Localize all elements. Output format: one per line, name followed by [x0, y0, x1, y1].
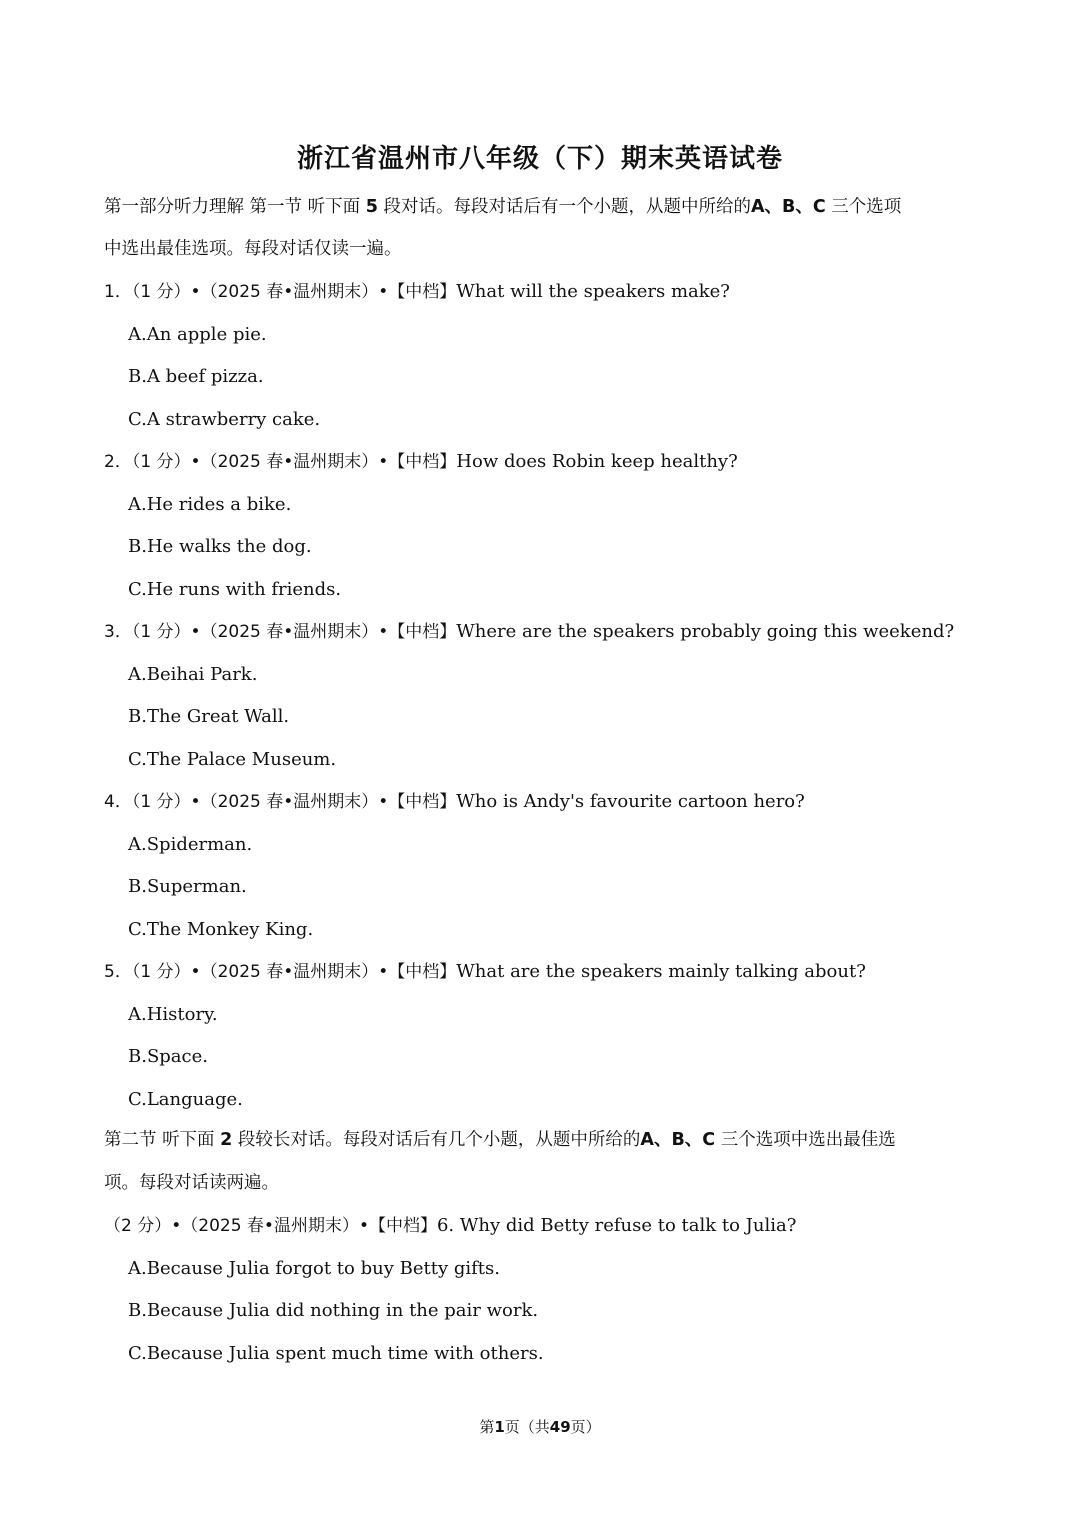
footer-prefix: 第	[479, 1418, 495, 1436]
page-title: 浙江省温州市八年级（下）期末英语试卷	[296, 144, 783, 174]
question-1-meta: 1．（1 分）•（2025 春•温州期末）•【中档】	[104, 282, 457, 302]
question-5-option-c: C.Language.	[128, 1089, 243, 1110]
question-4-meta: 4．（1 分）•（2025 春•温州期末）•【中档】	[104, 792, 457, 812]
question-4-option-b: B.Superman.	[128, 876, 247, 897]
question-2-meta: 2．（1 分）•（2025 春•温州期末）•【中档】	[104, 452, 457, 472]
section-2-dialog-count: 2	[220, 1130, 233, 1150]
section-2-instruction-line-1	[104, 1128, 896, 1152]
question-6	[104, 1214, 796, 1238]
section-1-instruction-end: 三个选项	[831, 197, 902, 217]
question-5-text: What are the speakers mainly talking about?	[456, 961, 866, 982]
question-3-option-c: C.The Palace Museum.	[128, 749, 337, 770]
footer-page-number: 1	[494, 1418, 505, 1436]
question-6-text: 6. Why did Betty refuse to talk to Julia?	[436, 1215, 797, 1236]
section-2-label: 第二节 听下面	[104, 1130, 215, 1150]
question-5-meta: 5．（1 分）•（2025 春•温州期末）•【中档】	[104, 962, 457, 982]
section-1-label: 第一部分听力理解 第一节 听下面	[104, 197, 361, 217]
question-3-option-b: B.The Great Wall.	[128, 706, 290, 727]
footer-total-pages: 49	[549, 1418, 571, 1436]
section-2-options-letters: A、B、C	[640, 1130, 716, 1150]
question-3-text: Where are the speakers probably going this weekend?	[456, 621, 955, 642]
section-1-instruction-text: 段对话。每段对话后有一个小题，从题中所给的	[383, 197, 751, 217]
footer-suffix: 页）	[570, 1418, 601, 1436]
question-5-option-b: B.Space.	[128, 1046, 208, 1067]
question-5-option-a: A.History.	[128, 1004, 218, 1025]
section-1-dialog-count: 5	[365, 197, 378, 217]
question-6-meta: （2 分）•（2025 春•温州期末）•【中档】	[104, 1216, 437, 1236]
question-4-option-c: C.The Monkey King.	[128, 919, 314, 940]
section-1-instruction-line-1	[104, 195, 901, 219]
question-1-option-c: C.A strawberry cake.	[128, 409, 321, 430]
section-2-instruction-line-2: 项。每段对话读两遍。	[104, 1173, 279, 1193]
question-6-option-b: B.Because Julia did nothing in the pair work.	[128, 1300, 539, 1321]
question-6-option-c: C.Because Julia spent much time with others.	[128, 1343, 544, 1364]
question-1-option-b: B.A beef pizza.	[128, 366, 264, 387]
question-4	[104, 790, 805, 814]
question-2-option-c: C.He runs with friends.	[128, 579, 342, 600]
question-1-text: What will the speakers make?	[456, 281, 730, 302]
question-2-option-b: B.He walks the dog.	[128, 536, 312, 557]
question-6-option-a: A.Because Julia forgot to buy Betty gifts.	[128, 1258, 500, 1279]
question-4-text: Who is Andy's favourite cartoon hero?	[456, 791, 805, 812]
question-2-text: How does Robin keep healthy?	[456, 451, 738, 472]
question-2-option-a: A.He rides a bike.	[128, 494, 292, 515]
question-3-meta: 3．（1 分）•（2025 春•温州期末）•【中档】	[104, 622, 457, 642]
question-4-option-a: A.Spiderman.	[128, 834, 253, 855]
section-2-instruction-end: 三个选项中选出最佳选	[720, 1130, 896, 1150]
section-2-instruction-text: 段较长对话。每段对话后有几个小题，从题中所给的	[237, 1130, 641, 1150]
question-3-option-a: A.Beihai Park.	[128, 664, 258, 685]
question-1-option-a: A.An apple pie.	[128, 324, 267, 345]
question-5	[104, 960, 866, 984]
page-footer	[0, 1416, 1080, 1437]
question-2	[104, 450, 738, 474]
footer-middle: 页（共	[504, 1418, 550, 1436]
section-1-options-letters: A、B、C	[750, 197, 826, 217]
question-1	[104, 280, 730, 304]
section-1-instruction-line-2: 中选出最佳选项。每段对话仅读一遍。	[104, 239, 402, 259]
question-3	[104, 620, 954, 644]
